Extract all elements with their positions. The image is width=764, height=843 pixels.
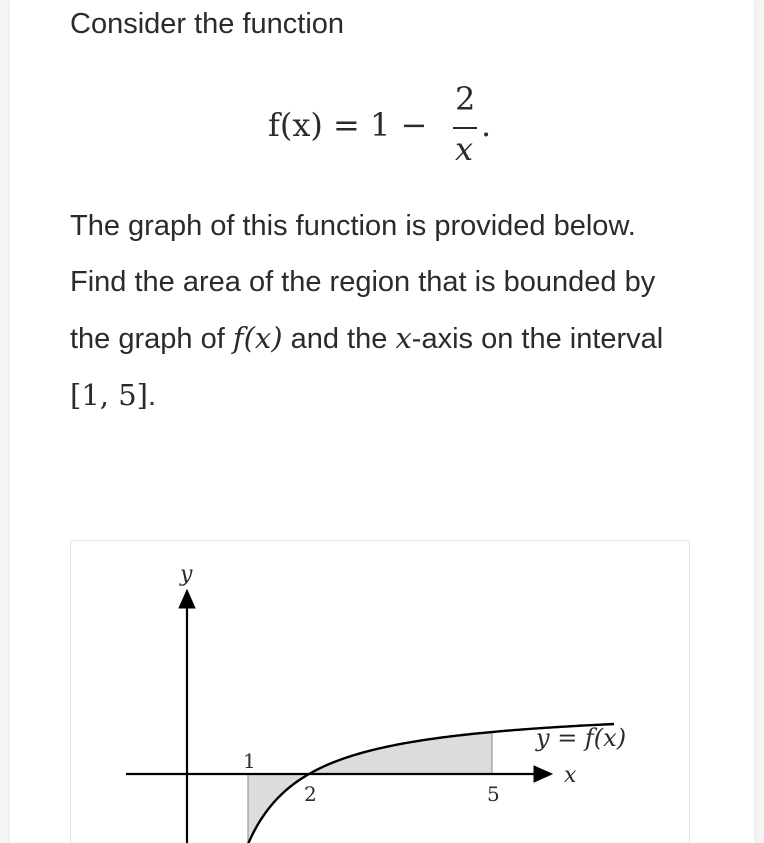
paragraph-text-4: .	[147, 380, 157, 412]
y-axis-label: y	[180, 562, 193, 587]
x-axis-label: x	[564, 763, 577, 788]
graph-figure	[70, 540, 690, 843]
shaded-area	[248, 732, 492, 843]
fraction-numerator: 2	[455, 80, 476, 118]
fraction-denominator: x	[455, 130, 474, 168]
function-graph	[71, 541, 689, 843]
fraction-bar	[453, 127, 477, 129]
tick-label-1: 1	[243, 749, 256, 773]
paragraph-text-2: and the	[282, 323, 396, 355]
curve-label: y = f(x)	[536, 724, 627, 752]
tick-label-2: 2	[304, 782, 317, 806]
problem-paragraph	[70, 198, 680, 424]
tick-label-5: 5	[487, 782, 500, 806]
paragraph-x: x	[395, 321, 412, 355]
paragraph-interval: [1, 5]	[70, 378, 148, 412]
paragraph-text-1: The graph of this function is provided below. Find the area of the region that is bounded by the graph of	[70, 210, 656, 355]
paragraph-fx: f(x)	[232, 321, 283, 355]
intro-text: Consider the function	[70, 8, 345, 40]
paragraph-text-3: -axis on the interval	[411, 323, 664, 355]
equation-lhs: f(x) = 1 −	[268, 106, 428, 144]
equation-period: .	[481, 106, 492, 144]
